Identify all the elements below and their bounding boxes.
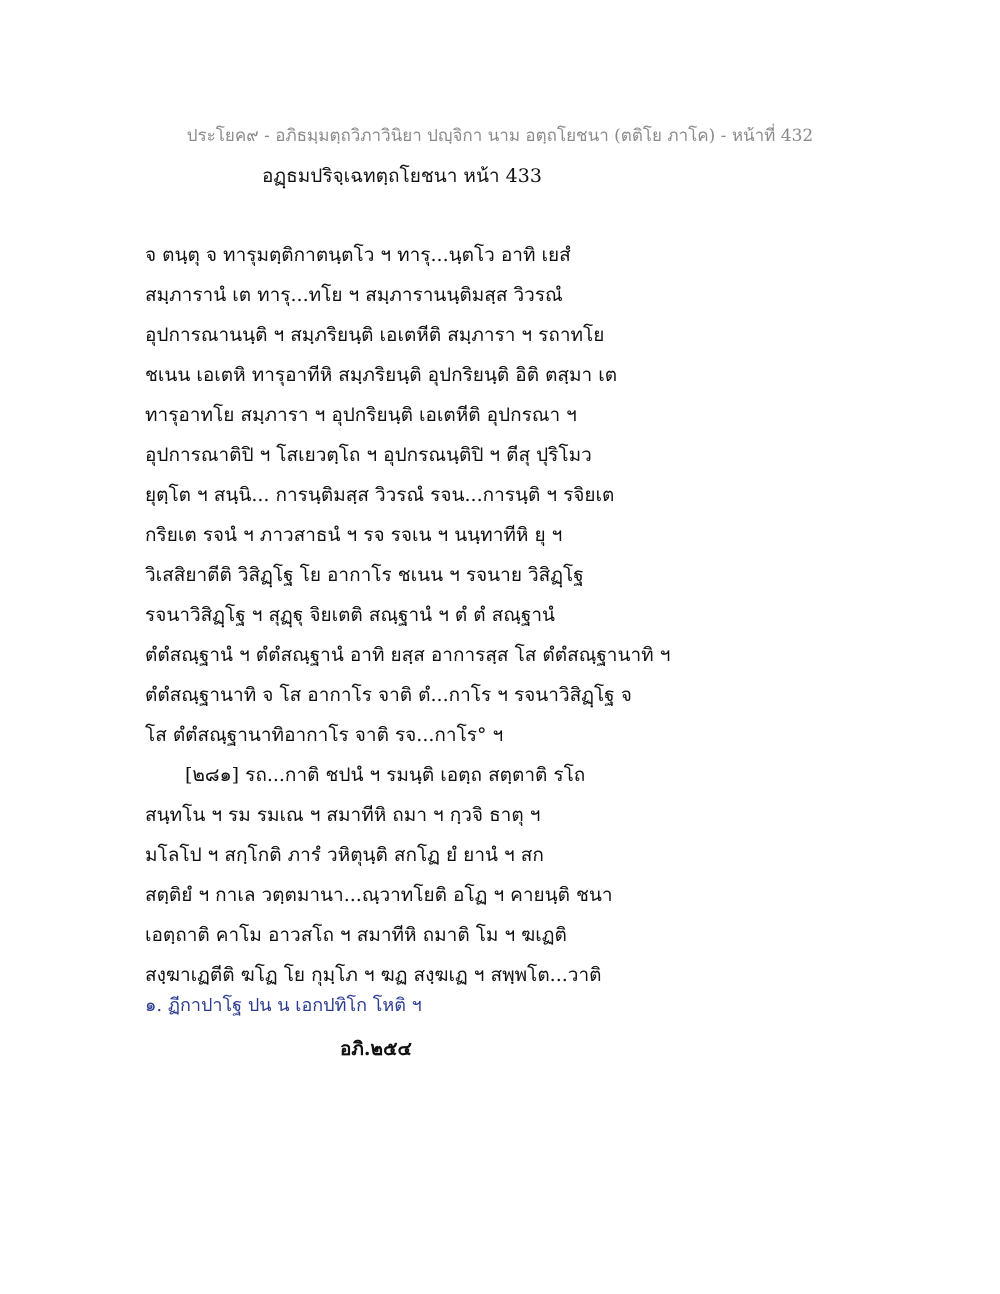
page-subtitle: อฏฺธมปริจฺเฉทตฺถโยชนา หน้า 433 [262,165,542,187]
body-line: ทารุอาทโย สมฺภารา ฯ อุปกริยนฺติ เอเตหีติ อุปกรณา ฯ [145,404,577,426]
body-line: เอตฺถาติ คาโม อาวสโถ ฯ สมาทีหิ ถมาติ โม ฯ ฆเฏติ [145,924,567,946]
body-text [145,240,755,1000]
body-line: ตํตํสณฺฐานํ ฯ ตํตํสณฺฐานํ อาทิ ยสฺส อาการสฺส โส ตํตํสณฺฐานาทิ ฯ [145,644,671,666]
body-line: สมฺภารานํ เต ทารุ...ทโย ฯ สมฺภารานนฺติมสฺส วิวรณํ [145,284,563,306]
body-line: รจนาวิสิฏฺโฐ ฯ สุฏฺฐุ จิยเตติ สณฺฐานํ ฯ ตํ ตํ สณฺฐานํ [145,604,556,626]
body-line: สตฺติยํ ฯ กาเล วตฺตมานา...ณฺวาทโยติ อโฏ ฯ คายนฺติ ชนา [145,884,613,906]
page-reference: อภิ.๒๕๔ [340,1038,412,1060]
footnote: ๑. ฏีกาปาโฐ ปน น เอกปทิโก โหติ ฯ [145,995,422,1016]
body-line: วิเสสิยาตีติ วิสิฏฺโฐ โย อากาโร ชเนน ฯ รจนาย วิสิฏฺโฐ [145,564,584,586]
body-line: สงฺฆาเฏตีติ ฆโฏ โย กุมฺโภ ฯ ฆฏ สงฺฆเฏ ฯ สพฺพโต...วาติ [145,964,602,986]
body-line: กริยเต รจนํ ฯ ภาวสาธนํ ฯ รจ รจเน ฯ นนฺทาทีหิ ยุ ฯ [145,524,563,546]
body-line: จ ตนฺตุ จ ทารุมตฺติกาตนฺตโว ฯ ทารุ...นฺตโว อาทิ เยสํ [145,244,571,266]
paragraph-start-line: [๒๘๑] รถ...กาติ ชปนํ ฯ รมนฺติ เอตฺถ สตฺตาติ รโถ [185,764,586,786]
body-line: มโลโป ฯ สกฺโกติ ภารํ วหิตุนฺติ สกโฏ ยํ ยานํ ฯ สก [145,844,544,866]
body-line: ชเนน เอเตหิ ทารุอาทีหิ สมฺภริยนฺติ อุปกริยนฺติ อิติ ตสฺมา เต [145,364,618,386]
body-line: ตํตํสณฺฐานาทิ จ โส อากาโร จาติ ตํ...กาโร ฯ รจนาวิสิฏฺโฐ จ [145,684,632,706]
running-header: ประโยค๙ - อภิธมฺมตฺถวิภาวินิยา ปญฺจิกา นาม อตฺถโยชนา (ตติโย ภาโค) - หน้าที่ 432 [186,126,814,146]
body-line: อุปการณาติปิ ฯ โสเยวตฺโถ ฯ อุปกรณนฺติปิ ฯ ตีสุ ปุริโมว [145,444,592,466]
body-line: อุปการณานนฺติ ฯ สมฺภริยนฺติ เอเตหีติ สมฺภารา ฯ รถาทโย [145,324,605,346]
body-line: โส ตํตํสณฺฐานาทิอากาโร จาติ รจ...กาโร° ฯ [145,724,504,746]
body-line: สนฺทโน ฯ รม รมเณ ฯ สมาทีหิ ถมา ฯ กฺวจิ ธาตุ ฯ [145,804,541,826]
body-line: ยุตฺโต ฯ สนฺนิ... การนฺติมสฺส วิวรณํ รจน...การนฺติ ฯ รจิยเต [145,484,615,506]
